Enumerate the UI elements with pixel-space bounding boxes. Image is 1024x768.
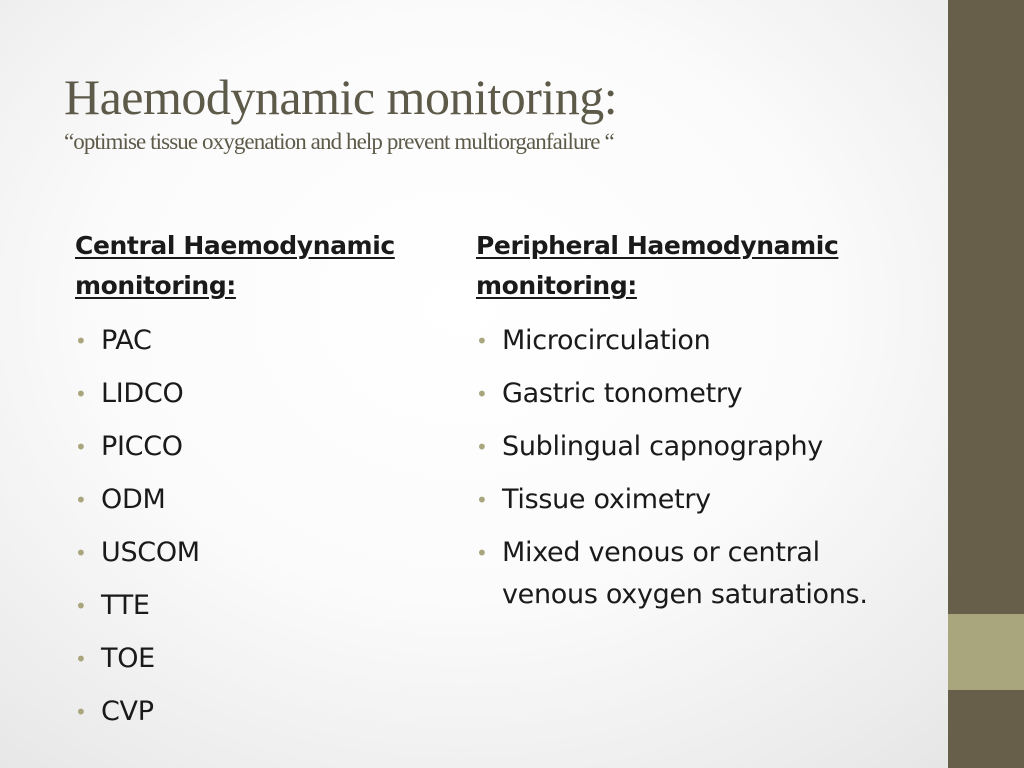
peripheral-list	[476, 320, 916, 616]
list-item	[75, 479, 455, 521]
list-item-text: Mixed venous or central venous oxygen saturations.	[502, 537, 868, 610]
list-item-text: ODM	[101, 484, 166, 515]
list-item	[476, 373, 916, 415]
list-item	[476, 426, 916, 468]
list-item-text: USCOM	[101, 537, 200, 568]
peripheral-heading-line1: Peripheral Haemodynamic	[476, 231, 839, 260]
list-item-text: PAC	[101, 325, 152, 356]
list-item-text: TOE	[101, 643, 155, 674]
list-item	[75, 373, 455, 415]
bullet-icon: •	[476, 435, 488, 459]
bullet-icon: •	[75, 435, 87, 459]
central-heading-line1: Central Haemodynamic	[75, 231, 395, 260]
list-item	[476, 320, 916, 362]
list-item-text: Tissue oximetry	[502, 484, 711, 515]
central-column	[75, 226, 455, 744]
list-item	[75, 585, 455, 627]
bullet-icon: •	[75, 382, 87, 406]
list-item-text: Microcirculation	[502, 325, 711, 356]
list-item	[75, 638, 455, 680]
list-item-text: PICCO	[101, 431, 183, 462]
list-item	[75, 532, 455, 574]
bullet-icon: •	[75, 329, 87, 353]
sidebar-accent-block	[948, 614, 1024, 690]
list-item-text: LIDCO	[101, 378, 184, 409]
bullet-icon: •	[476, 329, 488, 353]
list-item	[476, 532, 916, 616]
bullet-icon: •	[75, 541, 87, 565]
bullet-icon: •	[476, 488, 488, 512]
peripheral-heading-line2: monitoring:	[476, 271, 637, 300]
bullet-icon: •	[476, 382, 488, 406]
bullet-icon: •	[75, 488, 87, 512]
central-heading-line2: monitoring:	[75, 271, 236, 300]
bullet-icon: •	[75, 700, 87, 724]
peripheral-column	[476, 226, 916, 627]
slide-sidebar-band	[948, 0, 1024, 768]
bullet-icon: •	[476, 541, 488, 565]
title-main: Haemodynamic monitoring:	[64, 69, 618, 125]
list-item-text: Gastric tonometry	[502, 378, 743, 409]
list-item	[75, 426, 455, 468]
bullet-icon: •	[75, 594, 87, 618]
list-item-text: Sublingual capnography	[502, 431, 823, 462]
list-item	[75, 691, 455, 733]
list-item-text: TTE	[101, 590, 150, 621]
list-item	[75, 320, 455, 362]
bullet-icon: •	[75, 647, 87, 671]
slide-title	[64, 70, 924, 156]
title-subtitle: “optimise tissue oxygenation and help prevent multiorganfailure “	[64, 129, 614, 154]
list-item	[476, 479, 916, 521]
peripheral-heading	[476, 226, 916, 306]
list-item-text: CVP	[101, 696, 154, 727]
central-heading	[75, 226, 455, 306]
central-list	[75, 320, 455, 733]
